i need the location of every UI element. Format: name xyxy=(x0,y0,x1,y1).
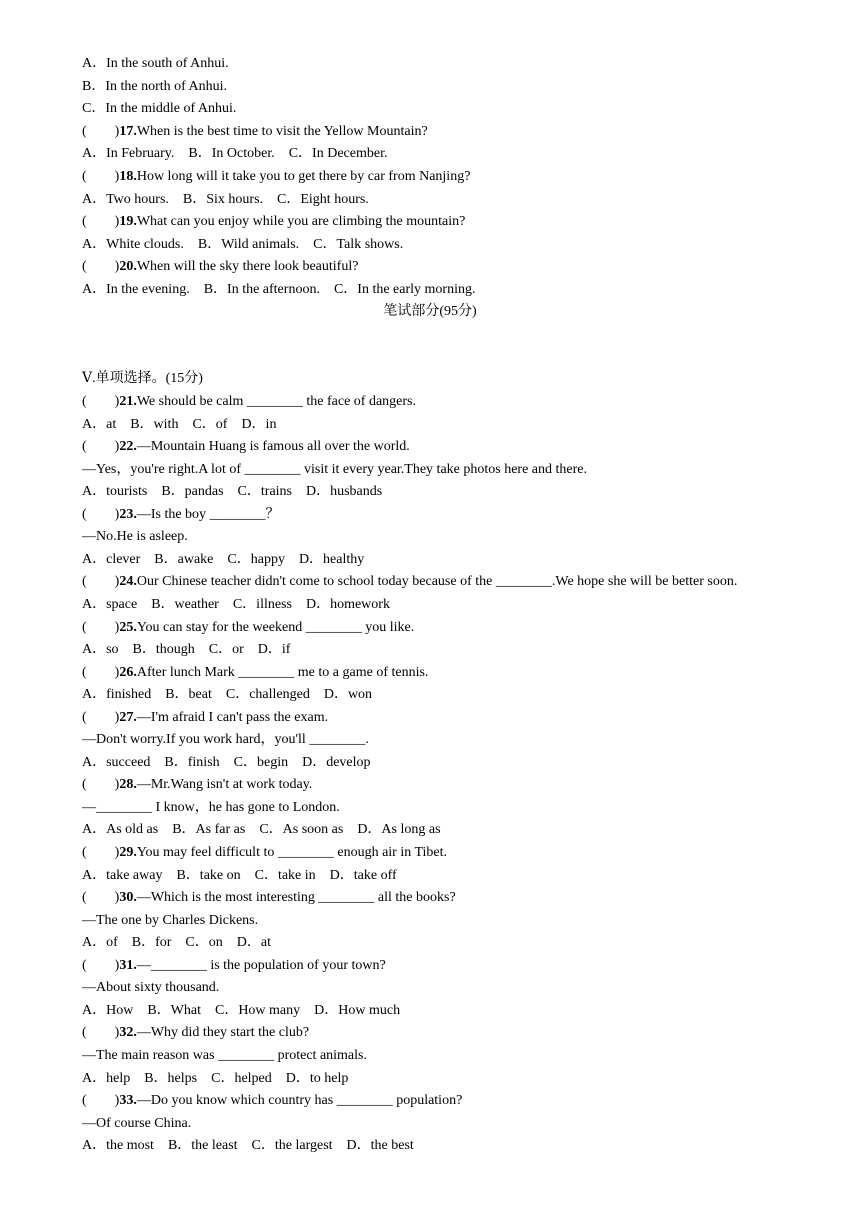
answer-blank: ( ) xyxy=(82,664,120,680)
question-line xyxy=(82,506,280,524)
section-v-heading: Ⅴ.单项选择。(15分) xyxy=(82,371,203,386)
answer-options: A．clever B．awake C．happy D．healthy xyxy=(82,551,365,567)
dialogue-line: —The main reason was ________ protect animals. xyxy=(82,1047,367,1063)
answer-blank: ( ) xyxy=(82,169,120,184)
answer-blank: ( ) xyxy=(82,259,120,275)
question-text: You may feel difficult to ________ enough air in Tibet. xyxy=(136,845,448,860)
question-text: What can you enjoy while you are climbing the mountain? xyxy=(136,214,466,230)
answer-options: A．take away B．take on C．take in D．take off xyxy=(82,867,397,883)
question-line xyxy=(82,709,328,727)
answer-options: A．succeed B．finish C．begin D．develop xyxy=(82,754,371,770)
answer-options: A．of B．for C．on D．at xyxy=(82,935,271,951)
question-text: —Mountain Huang is famous all over the world. xyxy=(136,439,410,455)
question-line xyxy=(82,664,428,682)
answer-blank: ( ) xyxy=(82,957,120,973)
question-text: We should be calm ________ the face of dangers. xyxy=(136,394,417,409)
question-number: 17. xyxy=(119,123,137,139)
answer-options: A．finished B．beat C．challenged D．won xyxy=(82,687,373,703)
answer-options: A．Two hours. B．Six hours. C．Eight hours. xyxy=(82,191,369,207)
question-number: 18. xyxy=(119,169,137,184)
question-line xyxy=(82,168,470,186)
question-number: 29. xyxy=(119,845,137,860)
answer-blank: ( ) xyxy=(82,214,120,230)
answer-options: A．tourists B．pandas C．trains D．husbands xyxy=(82,484,383,500)
dialogue-line: —________ I know，he has gone to London. xyxy=(82,799,340,815)
answer-options: A．In the evening. B．In the afternoon. C．In the early morning. xyxy=(82,282,476,297)
answer-options: A．so B．though C．or D．if xyxy=(82,642,291,658)
question-line xyxy=(82,889,456,907)
dialogue-line: —Of course China. xyxy=(82,1115,192,1131)
question-line xyxy=(82,258,358,276)
answer-options: A．As old as B．As far as C．As soon as D．As long as xyxy=(82,822,441,838)
question-line xyxy=(82,1092,462,1110)
question-number: 27. xyxy=(119,709,137,725)
question-text: Our Chinese teacher didn't come to school today because of the ________.We hope she will be better soon. xyxy=(136,574,738,590)
question-text: —Why did they start the club? xyxy=(136,1025,310,1041)
written-part-heading: 笔试部分(95分) xyxy=(383,304,477,319)
question-line xyxy=(82,619,414,637)
question-number: 32. xyxy=(119,1025,137,1041)
question-number: 33. xyxy=(119,1093,137,1109)
answer-options: A．at B．with C．of D．in xyxy=(82,416,277,432)
question-text: After lunch Mark ________ me to a game of tennis. xyxy=(136,664,429,680)
question-line xyxy=(82,393,416,411)
question-line xyxy=(82,573,737,591)
question-line xyxy=(82,957,386,975)
answer-blank: ( ) xyxy=(82,890,120,906)
question-text: —I'm afraid I can't pass the exam. xyxy=(136,709,329,725)
answer-blank: ( ) xyxy=(82,123,120,139)
answer-blank: ( ) xyxy=(82,777,120,793)
question-number: 20. xyxy=(119,259,137,275)
dialogue-line: —Yes，you're right.A lot of ________ visit it every year.They take photos here and there. xyxy=(82,461,587,477)
dialogue-line: —About sixty thousand. xyxy=(82,980,220,996)
answer-blank: ( ) xyxy=(82,1093,120,1109)
question-number: 19. xyxy=(119,214,137,230)
question-number: 25. xyxy=(119,619,137,635)
question-text: —Is the boy ________？ xyxy=(136,506,280,522)
answer-options: A．space B．weather C．illness D．homework xyxy=(82,596,390,612)
answer-options: A．White clouds. B．Wild animals. C．Talk shows. xyxy=(82,236,404,252)
question-line xyxy=(82,438,410,456)
question-number: 22. xyxy=(119,439,137,455)
answer-blank: ( ) xyxy=(82,439,120,455)
answer-blank: ( ) xyxy=(82,394,120,409)
question-text: —________ is the population of your town? xyxy=(136,957,386,973)
question-line xyxy=(82,776,312,794)
question-text: —Which is the most interesting ________ all the books? xyxy=(136,890,456,906)
question-number: 28. xyxy=(119,777,137,793)
question-text: You can stay for the weekend ________ you like. xyxy=(136,619,415,635)
answer-blank: ( ) xyxy=(82,709,120,725)
answer-options: A．In the south of Anhui. xyxy=(82,56,229,71)
answer-blank: ( ) xyxy=(82,506,120,522)
question-number: 30. xyxy=(119,890,137,906)
answer-options: A．How B．What C．How many D．How much xyxy=(82,1002,401,1018)
answer-blank: ( ) xyxy=(82,845,120,860)
question-number: 31. xyxy=(119,957,137,973)
question-number: 23. xyxy=(119,506,137,522)
dialogue-line: —The one by Charles Dickens. xyxy=(82,912,259,928)
question-number: 24. xyxy=(119,574,137,590)
answer-options: C．In the middle of Anhui. xyxy=(82,101,237,117)
question-text: —Do you know which country has ________ population? xyxy=(136,1093,463,1109)
question-text: How long will it take you to get there by car from Nanjing? xyxy=(136,169,471,184)
answer-options: B．In the north of Anhui. xyxy=(82,78,228,94)
question-line xyxy=(82,1024,309,1042)
question-text: When will the sky there look beautiful? xyxy=(136,259,359,275)
answer-blank: ( ) xyxy=(82,574,120,590)
answer-options: A．In February. B．In October. C．In December. xyxy=(82,146,388,162)
question-text: When is the best time to visit the Yellow Mountain? xyxy=(136,123,428,139)
question-number: 26. xyxy=(119,664,137,680)
answer-options: A．help B．helps C．helped D．to help xyxy=(82,1070,349,1086)
question-line xyxy=(82,213,465,231)
question-line xyxy=(82,123,428,141)
question-line xyxy=(82,844,447,862)
answer-options: A．the most B．the least C．the largest D．the best xyxy=(82,1138,414,1154)
question-text: —Mr.Wang isn't at work today. xyxy=(136,777,313,793)
answer-blank: ( ) xyxy=(82,619,120,635)
dialogue-line: —No.He is asleep. xyxy=(82,529,188,545)
answer-blank: ( ) xyxy=(82,1025,120,1041)
dialogue-line: —Don't worry.If you work hard，you'll ________. xyxy=(82,732,369,748)
question-number: 21. xyxy=(119,394,137,409)
